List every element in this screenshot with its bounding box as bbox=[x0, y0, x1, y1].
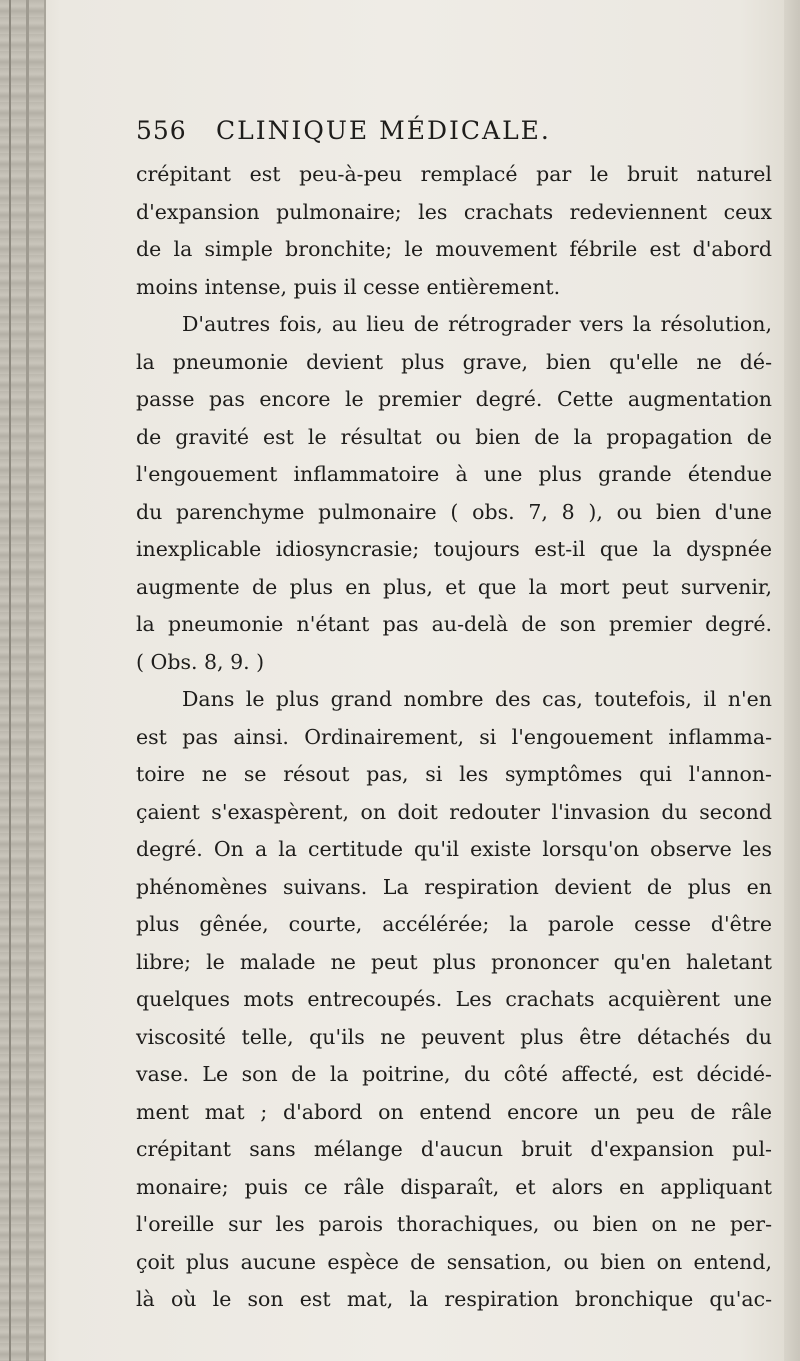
text-line: l'oreille sur les parois thorachiques, ou bien on ne per- bbox=[136, 1212, 772, 1236]
text-line: de gravité est le résultat ou bien de la propagation de bbox=[136, 424, 772, 449]
text-line: de la simple bronchite; le mouvement fébrile est d'abord bbox=[136, 237, 772, 261]
text-line: inexplicable idiosyncrasie; toujours est-il que la dyspnée bbox=[136, 537, 772, 561]
text-line: la pneumonie n'étant pas au-delà de son premier degré. bbox=[136, 612, 772, 636]
text-line: monaire; puis ce râle disparaît, et alors en appliquant bbox=[136, 1174, 772, 1199]
text-line: d'expansion pulmonaire; les crachats redeviennent ceux bbox=[136, 199, 772, 224]
spine-line bbox=[9, 0, 11, 1361]
text-line: phénomènes suivans. La respiration devient de plus en bbox=[136, 874, 772, 899]
text-line: çaient s'exaspèrent, on doit redouter l'invasion du second bbox=[136, 799, 772, 824]
text-line: ment mat ; d'abord on entend encore un peu de râle bbox=[136, 1099, 772, 1124]
text-line: D'autres fois, au lieu de rétrograder vers la résolution, bbox=[182, 312, 772, 336]
page-header bbox=[136, 116, 656, 150]
text-line: degré. On a la certitude qu'il existe lorsqu'on observe les bbox=[136, 837, 772, 861]
text-line: augmente de plus en plus, et que la mort peut survenir, bbox=[136, 574, 772, 599]
text-line: libre; le malade ne peut plus prononcer qu'en haletant bbox=[136, 949, 772, 974]
text-line: crépitant sans mélange d'aucun bruit d'expansion pul- bbox=[136, 1137, 772, 1161]
text-line: toire ne se résout pas, si les symptômes qui l'annon- bbox=[136, 762, 772, 786]
text-line: plus gênée, courte, accélérée; la parole cesse d'être bbox=[136, 912, 772, 936]
book-spine-edge bbox=[0, 0, 46, 1361]
running-head: CLINIQUE MÉDICALE. bbox=[216, 116, 551, 145]
spine-line bbox=[26, 0, 29, 1361]
text-line: viscosité telle, qu'ils ne peuvent plus être détachés du bbox=[136, 1024, 772, 1049]
text-line: là où le son est mat, la respiration bronchique qu'ac- bbox=[136, 1287, 772, 1311]
text-line: quelques mots entrecoupés. Les crachats acquièrent une bbox=[136, 987, 772, 1011]
text-line: la pneumonie devient plus grave, bien qu'elle ne dé- bbox=[136, 349, 772, 374]
page-edge-right bbox=[784, 0, 800, 1361]
text-line: ( Obs. 8, 9. ) bbox=[136, 649, 265, 674]
text-line: l'engouement inflammatoire à une plus grande étendue bbox=[136, 462, 772, 486]
text-line: passe pas encore le premier degré. Cette augmentation bbox=[136, 387, 772, 411]
text-line: Dans le plus grand nombre des cas, toutefois, il n'en bbox=[182, 687, 772, 711]
body-text bbox=[136, 156, 772, 1319]
text-line: du parenchyme pulmonaire ( obs. 7, 8 ), ou bien d'une bbox=[136, 499, 772, 524]
text-line: çoit plus aucune espèce de sensation, ou bien on entend, bbox=[136, 1249, 772, 1274]
text-line: vase. Le son de la poitrine, du côté affecté, est décidé- bbox=[136, 1062, 772, 1086]
page-number: 556 bbox=[136, 116, 187, 145]
text-line: crépitant est peu-à-peu remplacé par le bruit naturel bbox=[136, 162, 772, 186]
text-line: moins intense, puis il cesse entièrement. bbox=[136, 274, 561, 299]
text-line: est pas ainsi. Ordinairement, si l'engouement inflamma- bbox=[136, 724, 772, 749]
